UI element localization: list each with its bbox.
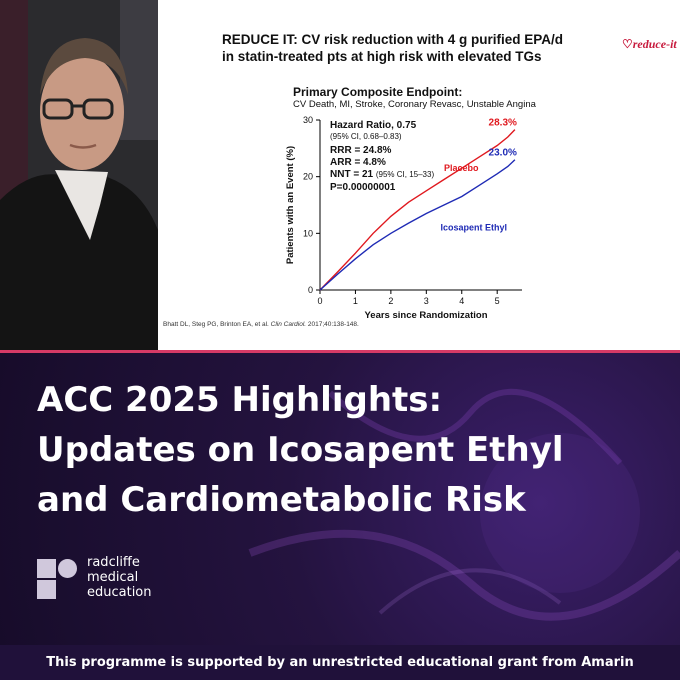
arr-stat: ARR = 4.8% — [330, 157, 386, 168]
x-tick-label: 1 — [352, 296, 358, 306]
x-tick-label: 3 — [423, 296, 429, 306]
headline-line1: ACC 2025 Highlights: — [37, 380, 443, 420]
x-axis-label: Years since Randomization — [364, 310, 488, 321]
y-axis-label: Patients with an Event (%) — [285, 145, 296, 265]
citation-authors: Bhatt DL, Steg PG, Brinton EA, et al. — [163, 321, 271, 328]
footer: This programme is supported by an unrestricted educational grant from Amarin — [0, 645, 680, 680]
x-tick-label: 4 — [459, 296, 465, 306]
slide-title-line2: in statin-treated pts at high risk with elevated TGs — [222, 49, 542, 64]
x-tick-label: 5 — [494, 296, 500, 306]
x-tick-label: 2 — [388, 296, 394, 306]
headline-line3: and Cardiometabolic Risk — [37, 480, 526, 520]
slide-title-line1: REDUCE IT: CV risk reduction with 4 g purified EPA/d — [222, 32, 564, 47]
brand-line1: radcliffe — [87, 555, 140, 570]
hazard-ratio-ci: (95% CI, 0.68–0.83) — [330, 132, 402, 141]
y-tick-label: 30 — [302, 115, 313, 125]
banner — [0, 353, 680, 645]
citation-details: 2017;40:138-148. — [306, 321, 359, 328]
citation — [163, 321, 359, 328]
series-name-placebo: Placebo — [444, 163, 479, 173]
y-tick-label: 20 — [302, 171, 313, 182]
reduce-it-logo-text: reduce-it — [632, 37, 677, 51]
hazard-ratio: Hazard Ratio, 0.75 — [330, 120, 417, 131]
series-name-icosapent-ethyl: Icosapent Ethyl — [440, 222, 508, 233]
x-tick-label: 0 — [317, 296, 323, 306]
series-end-label: 23.0% — [488, 147, 517, 159]
y-tick-label: 0 — [307, 285, 313, 295]
endpoint-subtitle: CV Death, MI, Stroke, Coronary Revasc, Unstable Angina — [293, 99, 536, 110]
citation-journal: Clin Cardiol. — [270, 321, 307, 328]
heart-icon: ♡ — [622, 37, 633, 51]
p-value: P=0.00000001 — [330, 182, 396, 193]
nnt-value: NNT = 21 — [330, 169, 374, 180]
headline-line2: Updates on Icosapent Ethyl — [37, 430, 564, 470]
brand-line3: education — [87, 585, 152, 600]
rrr-stat: RRR = 24.8% — [330, 145, 392, 156]
nnt-ci: (95% CI, 15–33) — [375, 170, 435, 179]
brand-line2: medical — [87, 570, 139, 585]
y-tick-label: 10 — [302, 228, 313, 239]
endpoint-title: Primary Composite Endpoint: — [293, 85, 463, 99]
series-end-label: 28.3% — [488, 117, 517, 129]
series-line-placebo — [320, 130, 515, 290]
radcliffe-logo-icon — [37, 559, 77, 599]
